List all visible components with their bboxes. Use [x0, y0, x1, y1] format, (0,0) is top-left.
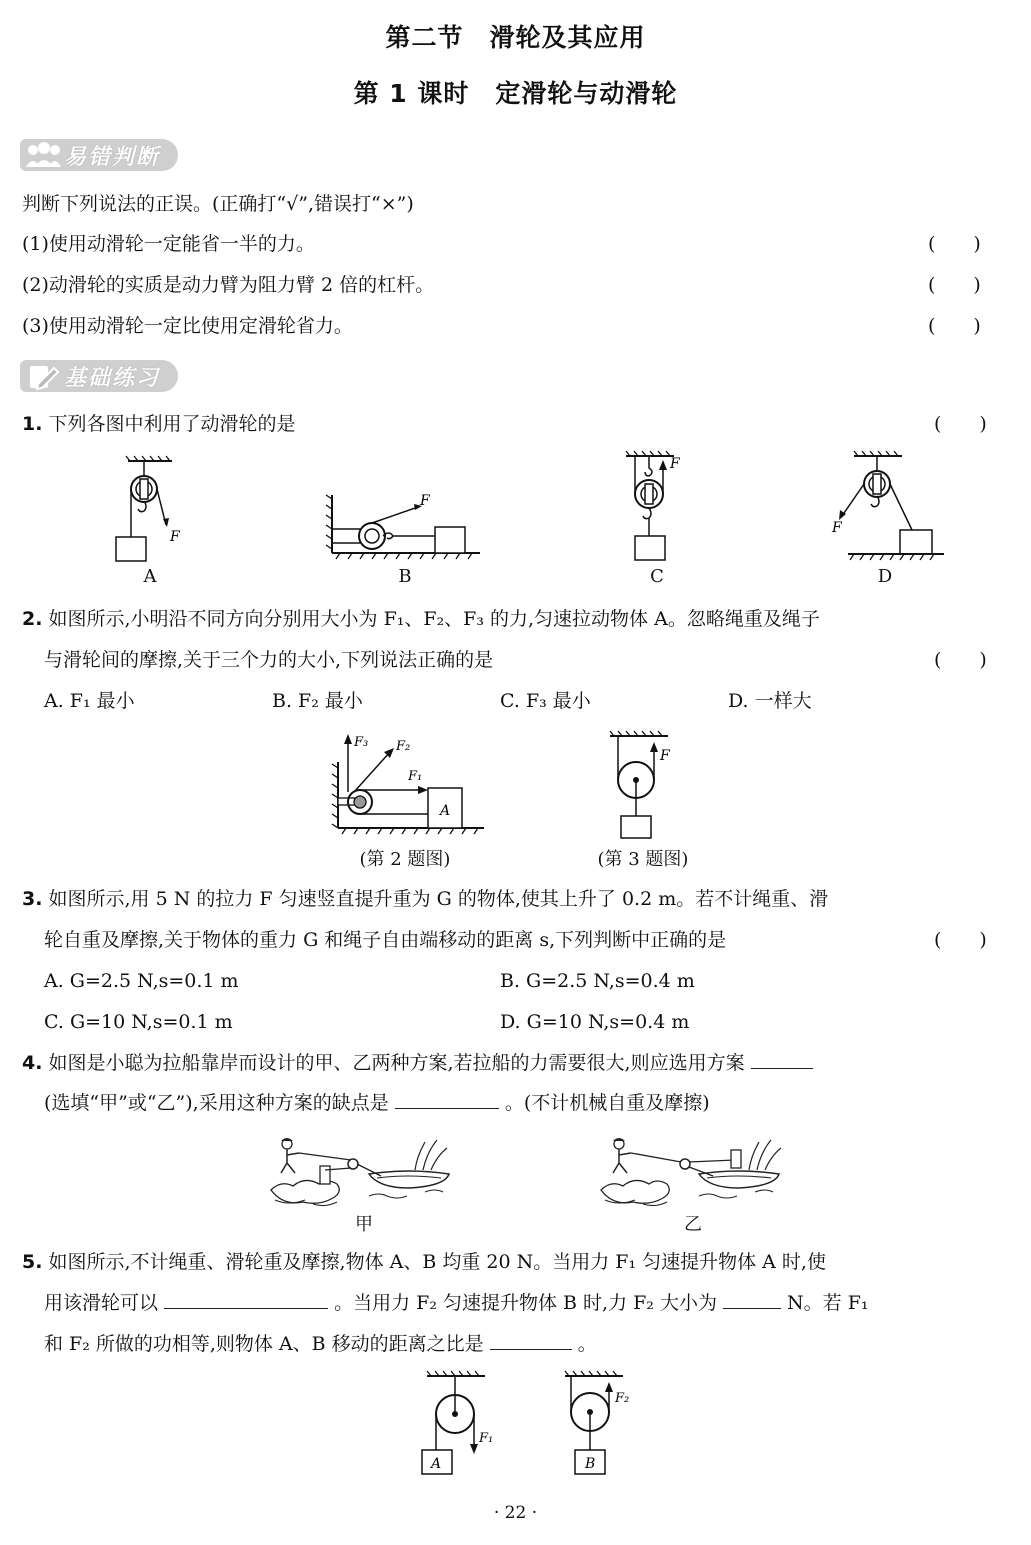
q3-text-line1: 如图所示,用 5 N 的拉力 F 匀速竖直提升重为 G 的物体,使其上升了 0.2 m。若不计绳重、滑	[48, 888, 829, 910]
q3-text-line2: 轮自重及摩擦,关于物体的重力 G 和绳子自由端移动的距离 s,下列判断中正确的是	[44, 929, 727, 951]
q1-figure-b	[320, 485, 490, 560]
q5-figure-a	[415, 1370, 515, 1480]
q3-answer[interactable]: ( )	[934, 929, 987, 951]
section-title: 第二节 滑轮及其应用	[385, 23, 646, 52]
q3-figure	[590, 730, 690, 842]
q4-label-yi: 乙	[684, 1214, 702, 1235]
q5-text-line3a: 和 F₂ 所做的功相等,则物体 A、B 移动的距离之比是	[44, 1333, 484, 1355]
q4-label-jia: 甲	[355, 1214, 373, 1235]
judgment-answer-2[interactable]: ( )	[928, 274, 981, 296]
q2-number: 2.	[22, 608, 43, 630]
q5-stem-line1	[22, 1248, 826, 1276]
q1-answer[interactable]: ( )	[934, 413, 987, 435]
q3-option-d[interactable]: D. G=10 N,s=0.4 m	[500, 1011, 690, 1033]
q1-figure-c	[612, 450, 702, 565]
judgment-item-2: (2)动滑轮的实质是动力臂为阻力臂 2 倍的杠杆。	[22, 274, 435, 296]
people-icon	[24, 141, 62, 169]
q2-figure	[320, 728, 490, 840]
q5-text-line3b: 。	[577, 1333, 597, 1355]
q2-answer[interactable]: ( )	[934, 649, 987, 671]
q4-text-line2a: (选填“甲”或“乙”),采用这种方案的缺点是	[44, 1092, 389, 1114]
q1-c-force-label: F	[670, 456, 680, 472]
q1-figure-d	[820, 450, 950, 562]
q2-text-line1: 如图所示,小明沿不同方向分别用大小为 F₁、F₂、F₃ 的力,匀速拉动物体 A。忽略绳重及绳子	[48, 608, 820, 630]
q3-number: 3.	[22, 888, 43, 910]
q4-text-line2b: 。(不计机械自重及摩擦)	[504, 1092, 710, 1114]
q4-blank-1[interactable]	[751, 1049, 813, 1069]
q5-text-line2a: 用该滑轮可以	[44, 1292, 159, 1314]
judgment-item-3: (3)使用动滑轮一定比使用定滑轮省力。	[22, 315, 353, 337]
q5-stem-line2	[44, 1289, 869, 1317]
q5-blank-2[interactable]	[723, 1289, 781, 1309]
q5-text-line1: 如图所示,不计绳重、滑轮重及摩擦,物体 A、B 均重 20 N。当用力 F₁ 匀速提升物体 A 时,使	[48, 1251, 826, 1273]
q4-stem-line1	[22, 1049, 813, 1077]
basic-practice-banner	[20, 358, 178, 394]
q2-f3-label: F₃	[354, 735, 369, 750]
q1-label-d: D	[877, 566, 893, 587]
error-judgment-banner	[20, 137, 178, 173]
q2-figure-caption: (第 2 题图)	[359, 849, 451, 870]
q5-blank-1[interactable]	[164, 1289, 328, 1309]
q5-text-line2b: 。当用力 F₂ 匀速提升物体 B 时,力 F₂ 大小为	[334, 1292, 717, 1314]
basic-practice-label: 基础练习	[64, 365, 161, 391]
q3-option-c[interactable]: C. G=10 N,s=0.1 m	[44, 1011, 233, 1033]
q4-blank-2[interactable]	[395, 1089, 499, 1109]
q5-text-line2c: N。若 F₁	[787, 1292, 869, 1314]
q2-block-label: A	[440, 803, 451, 819]
q5-blank-3[interactable]	[490, 1330, 572, 1350]
q5-f1-label: F₁	[479, 1431, 494, 1446]
q2-option-b[interactable]: B. F₂ 最小	[272, 690, 363, 712]
pencil-icon	[24, 362, 62, 390]
q3-stem-line1	[22, 885, 828, 913]
q2-f1-label: F₁	[408, 769, 423, 784]
q1-label-a: A	[143, 566, 157, 587]
judgment-answer-1[interactable]: ( )	[928, 233, 981, 255]
judgment-instruction: 判断下列说法的正误。(正确打“√”,错误打“×”)	[22, 193, 414, 215]
q3-option-a[interactable]: A. G=2.5 N,s=0.1 m	[44, 970, 239, 992]
q2-option-c[interactable]: C. F₃ 最小	[500, 690, 591, 712]
q5-block-a-label: A	[431, 1456, 442, 1472]
q2-text-line2: 与滑轮间的摩擦,关于三个力的大小,下列说法正确的是	[44, 649, 494, 671]
q3-force-label: F	[660, 748, 670, 764]
q2-option-d[interactable]: D. 一样大	[728, 690, 812, 712]
q1-d-force-label: F	[832, 520, 842, 536]
q3-figure-caption: (第 3 题图)	[597, 849, 689, 870]
q5-number: 5.	[22, 1251, 43, 1273]
q1-b-force-label: F	[420, 493, 430, 509]
q2-option-a[interactable]: A. F₁ 最小	[44, 690, 135, 712]
q2-f2-label: F₂	[396, 739, 411, 754]
q1-stem	[22, 410, 296, 438]
q4-number: 4.	[22, 1052, 43, 1074]
q2-stem-line1	[22, 605, 820, 633]
q4-stem-line2	[44, 1089, 710, 1117]
q1-figure-a	[100, 455, 200, 565]
q5-f2-label: F₂	[615, 1391, 630, 1406]
judgment-answer-3[interactable]: ( )	[928, 315, 981, 337]
lesson-title: 第 1 课时 定滑轮与动滑轮	[353, 79, 678, 108]
q1-label-b: B	[398, 566, 412, 587]
judgment-item-1: (1)使用动滑轮一定能省一半的力。	[22, 233, 315, 255]
error-judgment-label: 易错判断	[64, 144, 161, 170]
q4-figure-yi	[595, 1130, 795, 1212]
q5-figure-b	[555, 1370, 655, 1480]
q1-a-force-label: F	[170, 529, 180, 545]
q4-text-line1: 如图是小聪为拉船靠岸而设计的甲、乙两种方案,若拉船的力需要很大,则应选用方案	[48, 1052, 745, 1074]
q5-stem-line3	[44, 1330, 597, 1358]
q1-number: 1.	[22, 413, 43, 435]
q1-label-c: C	[650, 566, 664, 587]
q3-option-b[interactable]: B. G=2.5 N,s=0.4 m	[500, 970, 695, 992]
page-number: · 22 ·	[493, 1503, 538, 1523]
q5-block-b-label: B	[585, 1456, 596, 1472]
q4-figure-jia	[265, 1130, 465, 1212]
q1-text: 下列各图中利用了动滑轮的是	[48, 413, 296, 435]
